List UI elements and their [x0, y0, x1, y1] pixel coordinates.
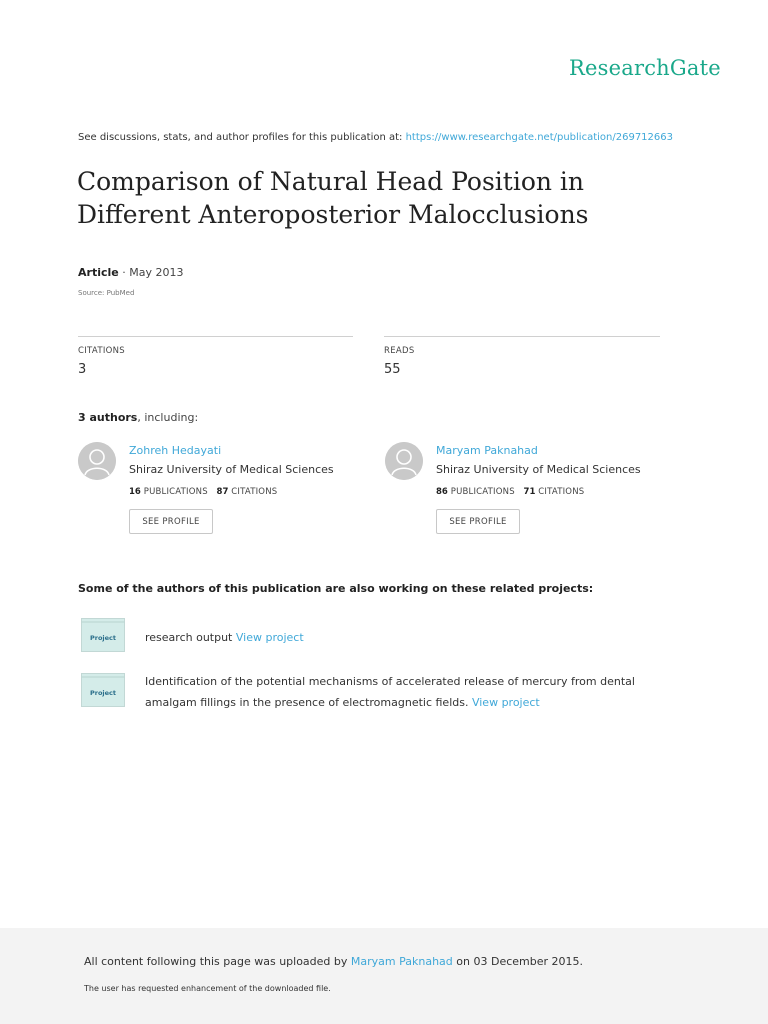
reads-divider: [384, 336, 660, 337]
authors-heading-rest: , including:: [137, 411, 199, 424]
upload-prefix: All content following this page was uploaded by: [84, 955, 351, 968]
enhancement-note: The user has requested enhancement of the downloaded file.: [84, 984, 331, 993]
uploader-link[interactable]: Maryam Paknahad: [350, 955, 453, 968]
publication-url-link[interactable]: https://www.researchgate.net/publication/269712663: [405, 132, 673, 143]
author-publications-label: PUBLICATIONS: [450, 487, 515, 497]
author-stats: [436, 487, 584, 497]
author-publications-count: 86: [436, 487, 448, 497]
author-name-link[interactable]: Zohreh Hedayati: [129, 444, 222, 457]
page-footer: [0, 928, 768, 1024]
author-institution: Shiraz University of Medical Sciences: [436, 463, 641, 476]
avatar[interactable]: [78, 442, 116, 480]
upload-notice: [84, 955, 583, 968]
publication-source: Source: PubMed: [78, 289, 135, 297]
authors-count: 3 authors: [78, 411, 138, 424]
view-project-link[interactable]: View project: [235, 631, 304, 644]
author-citations-count: 71: [523, 487, 536, 497]
related-projects-heading: Some of the authors of this publication are also working on these related projects:: [78, 582, 594, 595]
author-citations-label: CITATIONS: [538, 487, 585, 497]
author-citations-count: 87: [216, 487, 229, 497]
discussion-text: See discussions, stats, and author profiles for this publication at:: [78, 132, 406, 143]
project-folder-icon: [81, 618, 125, 652]
author-stats: [129, 487, 277, 497]
avatar[interactable]: [385, 442, 423, 480]
project-description: research output: [145, 631, 233, 644]
user-placeholder-icon: [385, 442, 423, 480]
see-profile-button[interactable]: SEE PROFILE: [129, 509, 213, 534]
publication-date: · May 2013: [118, 266, 184, 279]
author-publications-count: 16: [129, 487, 141, 497]
citations-divider: [78, 336, 353, 337]
authors-heading: [78, 411, 198, 424]
author-publications-label: PUBLICATIONS: [143, 487, 208, 497]
reads-value: 55: [384, 362, 401, 377]
citations-value: 3: [78, 362, 87, 377]
view-project-link[interactable]: View project: [471, 696, 540, 709]
see-profile-button[interactable]: SEE PROFILE: [436, 509, 520, 534]
project-description: Identification of the potential mechanisms of accelerated release of mercury from dental amalgam fillings in the presence of electromagnetic fields.: [145, 675, 635, 709]
project-icon-label: Project: [89, 689, 117, 697]
researchgate-logo[interactable]: ResearchGate: [569, 56, 721, 80]
author-citations-label: CITATIONS: [231, 487, 278, 497]
publication-title: Comparison of Natural Head Position in Different Anteroposterior Malocclusions: [77, 167, 589, 229]
user-placeholder-icon: [78, 442, 116, 480]
project-icon-label: Project: [89, 634, 117, 642]
reads-label: READS: [384, 346, 415, 356]
upload-suffix: on 03 December 2015.: [452, 955, 583, 968]
author-name-link[interactable]: Maryam Paknahad: [436, 444, 538, 457]
publication-meta: [78, 266, 183, 279]
article-type: Article: [78, 266, 119, 279]
project-item: [145, 627, 685, 648]
author-institution: Shiraz University of Medical Sciences: [129, 463, 334, 476]
discussion-line: [78, 132, 673, 143]
citations-label: CITATIONS: [78, 346, 125, 356]
project-item: [145, 671, 690, 713]
project-folder-icon: [81, 673, 125, 707]
